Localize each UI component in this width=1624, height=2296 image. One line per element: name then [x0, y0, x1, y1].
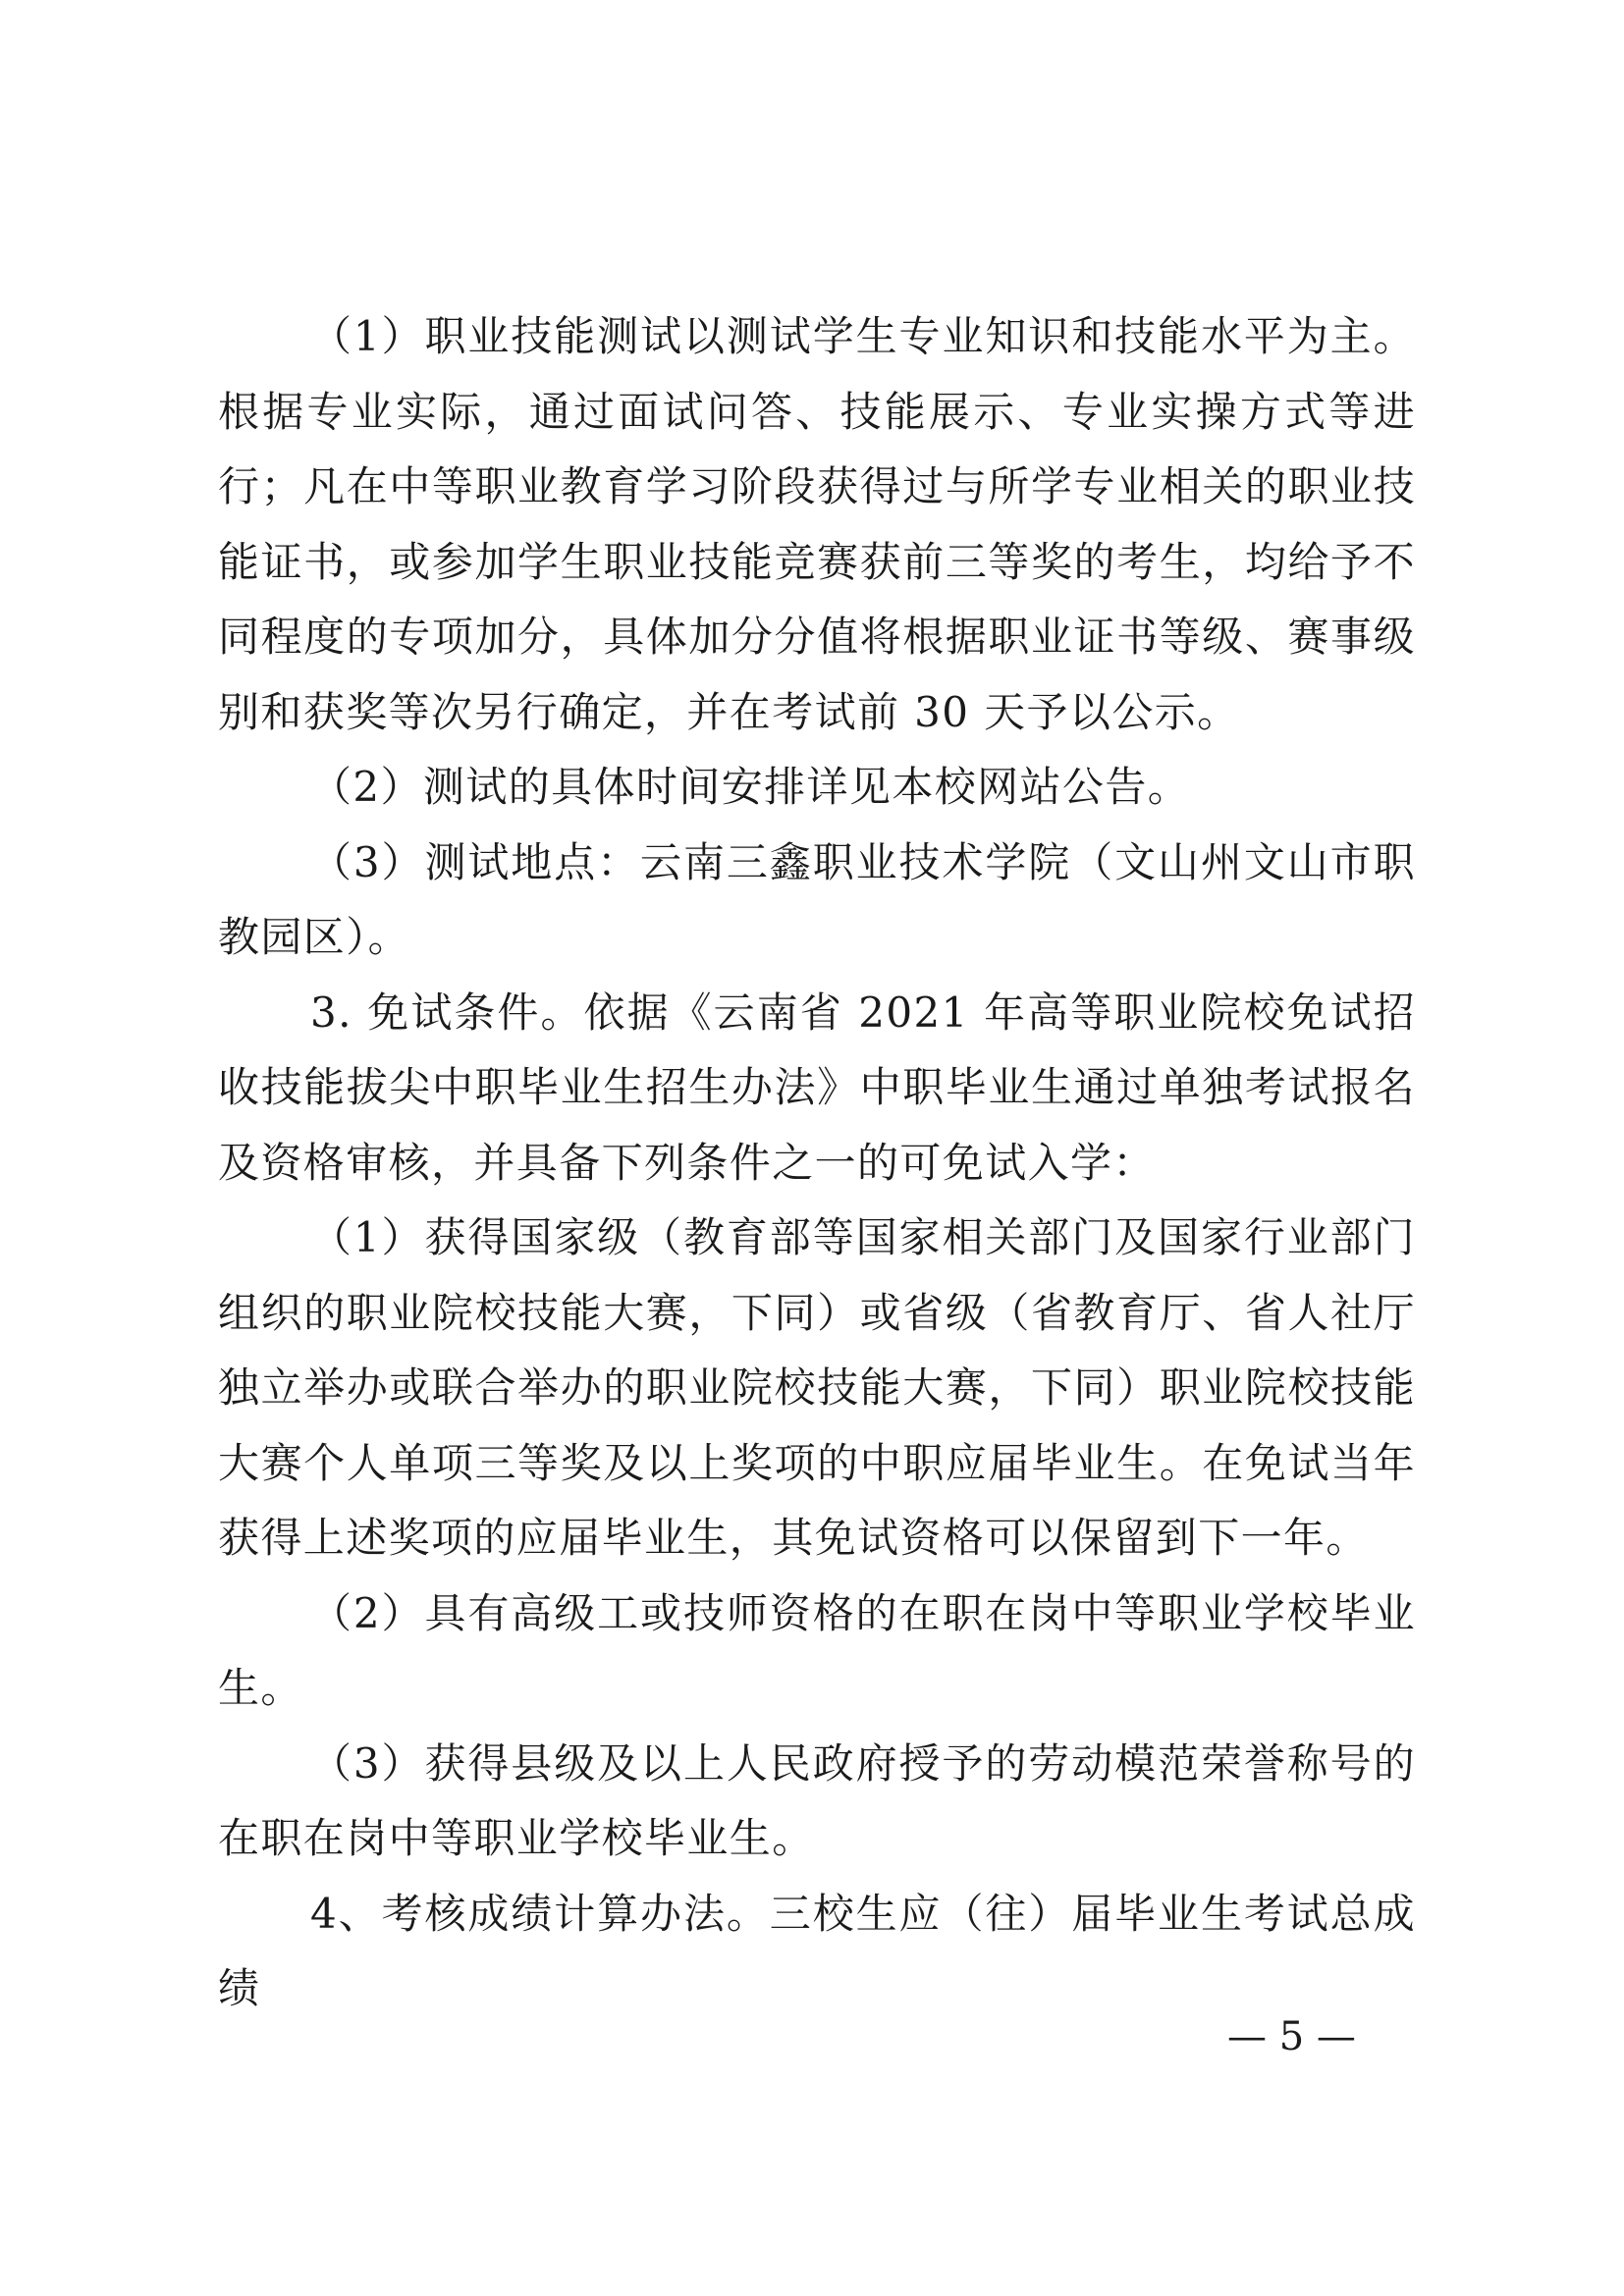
paragraph-score-calculation: 4、考核成绩计算办法。三校生应（往）届毕业生考试总成绩 — [218, 1889, 1416, 2012]
paragraph-test-location: （3）测试地点：云南三鑫职业技术学院（文山州文山市职教园区）。 — [218, 837, 1416, 961]
paragraph-exemption-technician: （2）具有高级工或技师资格的在职在岗中等职业学校毕业生。 — [218, 1588, 1416, 1712]
paragraph-exemption-model-worker: （3）获得县级及以上人民政府授予的劳动模范荣誉称号的在职在岗中等职业学校毕业生。 — [218, 1738, 1416, 1862]
document-body — [218, 299, 1416, 2027]
paragraph-exemption-conditions: 3. 免试条件。依据《云南省 2021 年高等职业院校免试招收技能拔尖中职毕业生招生办法》中职毕业生通过单独考试报名及资格审核，并具备下列条件之一的可免试入学： — [218, 988, 1416, 1187]
page-number: — 5 — — [1227, 2014, 1356, 2059]
paragraph-exemption-competition: （1）获得国家级（教育部等国家相关部门及国家行业部门组织的职业院校技能大赛，下同）或省级（省教育厅、省人社厅独立举办或联合举办的职业院校技能大赛，下同）职业院校技能大赛个人单项三等奖及以上奖项的中职应届毕业生。在免试当年获得上述奖项的应届毕业生，其免试资格可以保留到下一年。 — [218, 1213, 1416, 1562]
paragraph-skill-test: （1）职业技能测试以测试学生专业知识和技能水平为主。根据专业实际，通过面试问答、技能展示、专业实操方式等进行；凡在中等职业教育学习阶段获得过与所学专业相关的职业技能证书，或参加学生职业技能竞赛获前三等奖的考生，均给予不同程度的专项加分，具体加分分值将根据职业证书等级、赛事级别和获奖等次另行确定，并在考试前 30 天予以公示。 — [218, 312, 1416, 736]
paragraph-test-schedule: （2）测试的具体时间安排详见本校网站公告。 — [310, 763, 1191, 811]
